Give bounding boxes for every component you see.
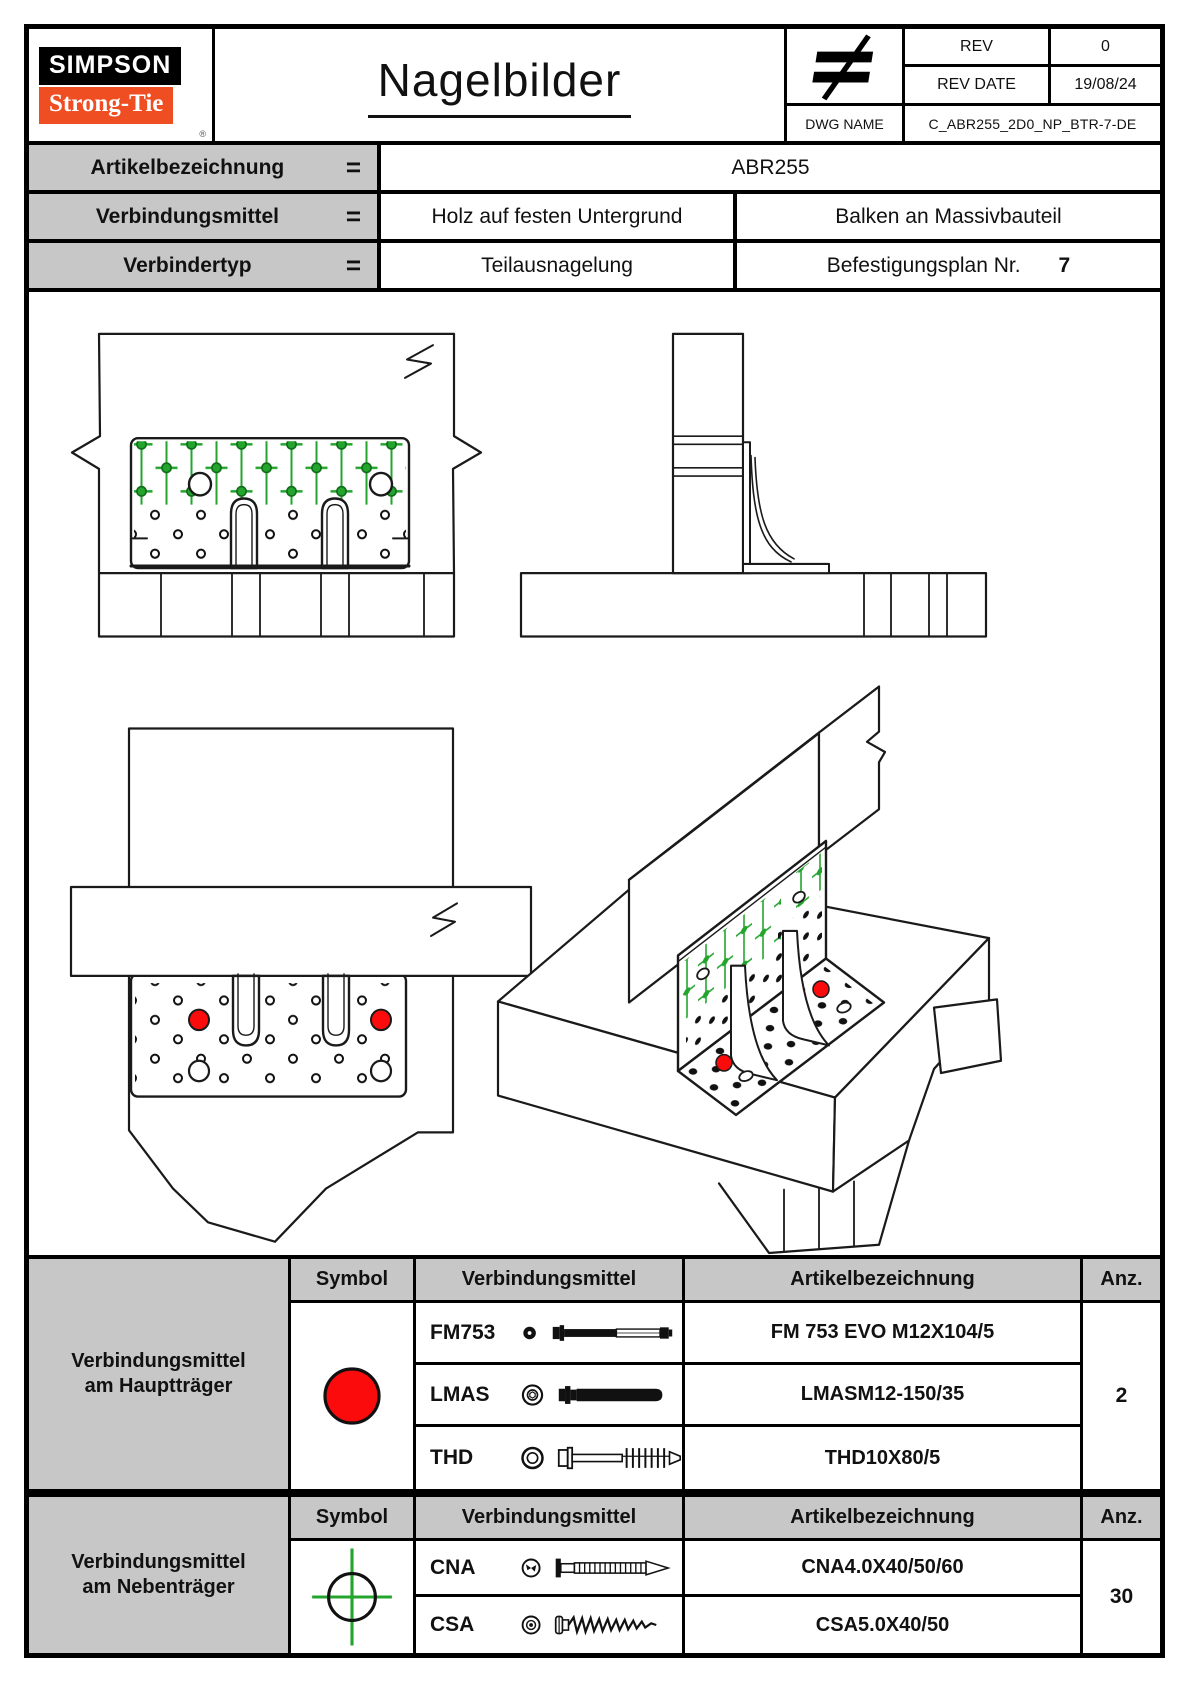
fastening-plan-number: 7 <box>1058 253 1071 277</box>
bolt-hole <box>370 473 392 495</box>
fastener-code: LMAS <box>430 1382 490 1406</box>
title-block <box>29 29 1160 145</box>
fastening-plan-label: Befestigungsplan Nr. <box>826 253 1021 277</box>
table-separator <box>29 1489 1160 1497</box>
article-cell: CNA4.0X40/50/60 <box>685 1541 1083 1597</box>
csa-head-icon <box>520 1612 542 1638</box>
anchor-marker <box>189 1010 209 1030</box>
info-row-artikelbezeichnung <box>29 145 1160 194</box>
haupttraeger-symbol <box>291 1303 416 1489</box>
rev-date-label: REV DATE <box>905 67 1051 106</box>
group-label-nebentraeger: Verbindungsmittel am Nebenträger <box>29 1497 291 1653</box>
beam-from-below <box>71 887 531 976</box>
front-view-drawing <box>72 334 481 637</box>
fm753-bolt-icon <box>551 1320 682 1346</box>
fastener-code: CSA <box>430 1613 475 1636</box>
concrete-lug <box>934 999 1001 1073</box>
lmas-head-icon <box>520 1381 545 1409</box>
connection-type-left: Holz auf festen Untergrund <box>381 194 737 239</box>
registered-mark: ® <box>199 129 206 139</box>
qty-nebentraeger: 30 <box>1109 1585 1134 1608</box>
equals-sign: = <box>345 152 361 182</box>
info-row-verbindertyp <box>29 243 1160 292</box>
info-label: Artikelbezeichnung <box>90 155 285 179</box>
thd-screw-icon <box>557 1443 682 1473</box>
logo-strongtie: Strong-Tie <box>39 87 173 124</box>
cad-views <box>29 292 1160 1255</box>
anchor-marker <box>813 981 829 997</box>
cna-nail-icon <box>554 1553 682 1583</box>
concrete-slab <box>521 573 986 636</box>
page-title: Nagelbilder <box>368 53 632 118</box>
article-cell: CSA5.0X40/50 <box>685 1597 1083 1653</box>
csa-screw-icon <box>554 1610 682 1640</box>
fastener-code: CNA <box>430 1555 476 1579</box>
side-view-drawing <box>521 334 986 637</box>
fastener-table-haupttraeger <box>29 1259 1160 1489</box>
nailing-type: Teilausnagelung <box>381 243 737 288</box>
fastener-row <box>416 1365 685 1427</box>
fastener-code: THD <box>430 1446 474 1469</box>
info-label: Verbindertyp <box>123 253 252 277</box>
cna-head-icon <box>520 1555 542 1581</box>
fastener-row <box>416 1427 685 1489</box>
brand-logo <box>29 29 215 141</box>
bolt-hole <box>371 1061 391 1081</box>
post-end-view <box>673 334 743 573</box>
red-circle-icon <box>319 1363 385 1429</box>
lmas-bolt-icon <box>557 1380 682 1410</box>
isometric-view-drawing <box>498 687 1001 1253</box>
col-header-symbol: Symbol <box>291 1497 416 1541</box>
article-cell: FM 753 EVO M12X104/5 <box>685 1303 1083 1365</box>
article-cell: LMASM12-150/35 <box>685 1365 1083 1427</box>
beam-end-face <box>819 687 885 856</box>
info-label: Verbindungsmittel <box>95 204 279 228</box>
green-crosshair-icon <box>300 1545 404 1649</box>
anchor-marker <box>716 1055 732 1071</box>
empty-hole-pattern <box>134 505 406 560</box>
rev-label: REV <box>905 29 1051 67</box>
article-cell: THD10X80/5 <box>685 1427 1083 1489</box>
qty-haupttraeger: 2 <box>1115 1384 1128 1407</box>
dwg-name-value: C_ABR255_2D0_NP_BTR-7-DE <box>928 115 1137 132</box>
rev-date-value: 19/08/24 <box>1051 67 1160 106</box>
fastening-plan <box>737 243 1160 288</box>
rev-value: 0 <box>1051 29 1160 67</box>
drawing-area <box>29 292 1160 1259</box>
info-row-verbindungsmittel <box>29 194 1160 243</box>
dwg-name-label: DWG NAME <box>787 106 905 141</box>
col-header-fastener: Verbindungsmittel <box>416 1259 685 1303</box>
bottom-view-drawing <box>71 729 531 1242</box>
connection-type-right: Balken an Massivbauteil <box>835 204 1062 228</box>
bracket-vertical-leg <box>743 442 750 573</box>
anchor-marker <box>371 1010 391 1030</box>
col-header-article: Artikelbezeichnung <box>685 1259 1083 1303</box>
bolt-hole <box>189 1061 209 1081</box>
nail-pattern-installed <box>134 441 406 504</box>
gusset-profile <box>751 456 794 562</box>
bracket-horizontal-leg <box>743 564 829 573</box>
col-header-qty: Anz. <box>1083 1497 1160 1541</box>
col-header-symbol: Symbol <box>291 1259 416 1303</box>
embossed-slot <box>231 499 257 569</box>
group-label-haupttraeger: Verbindungsmittel am Hauptträger <box>29 1259 291 1489</box>
col-header-article: Artikelbezeichnung <box>685 1497 1083 1541</box>
not-equal-icon <box>787 29 905 106</box>
col-header-fastener: Verbindungsmittel <box>416 1497 685 1541</box>
equals-sign: = <box>345 201 361 231</box>
thd-head-icon <box>520 1444 545 1472</box>
bolt-hole <box>189 473 211 495</box>
drawing-sheet <box>24 24 1165 1658</box>
fastener-row <box>416 1303 685 1365</box>
fastener-table-nebentraeger <box>29 1497 1160 1653</box>
fastener-code: FM753 <box>430 1320 496 1344</box>
embossed-slot <box>322 499 348 569</box>
support-block <box>99 573 454 636</box>
article-value: ABR255 <box>731 155 810 179</box>
fastener-row <box>416 1541 685 1597</box>
empty-hole-pattern <box>135 983 402 1089</box>
fastener-row <box>416 1597 685 1653</box>
nebentraeger-symbol <box>291 1541 416 1653</box>
fm753-head-icon <box>520 1322 539 1344</box>
revision-table <box>784 29 1160 141</box>
col-header-qty: Anz. <box>1083 1259 1160 1303</box>
equals-sign: = <box>345 250 361 280</box>
logo-simpson: SIMPSON <box>39 47 181 85</box>
